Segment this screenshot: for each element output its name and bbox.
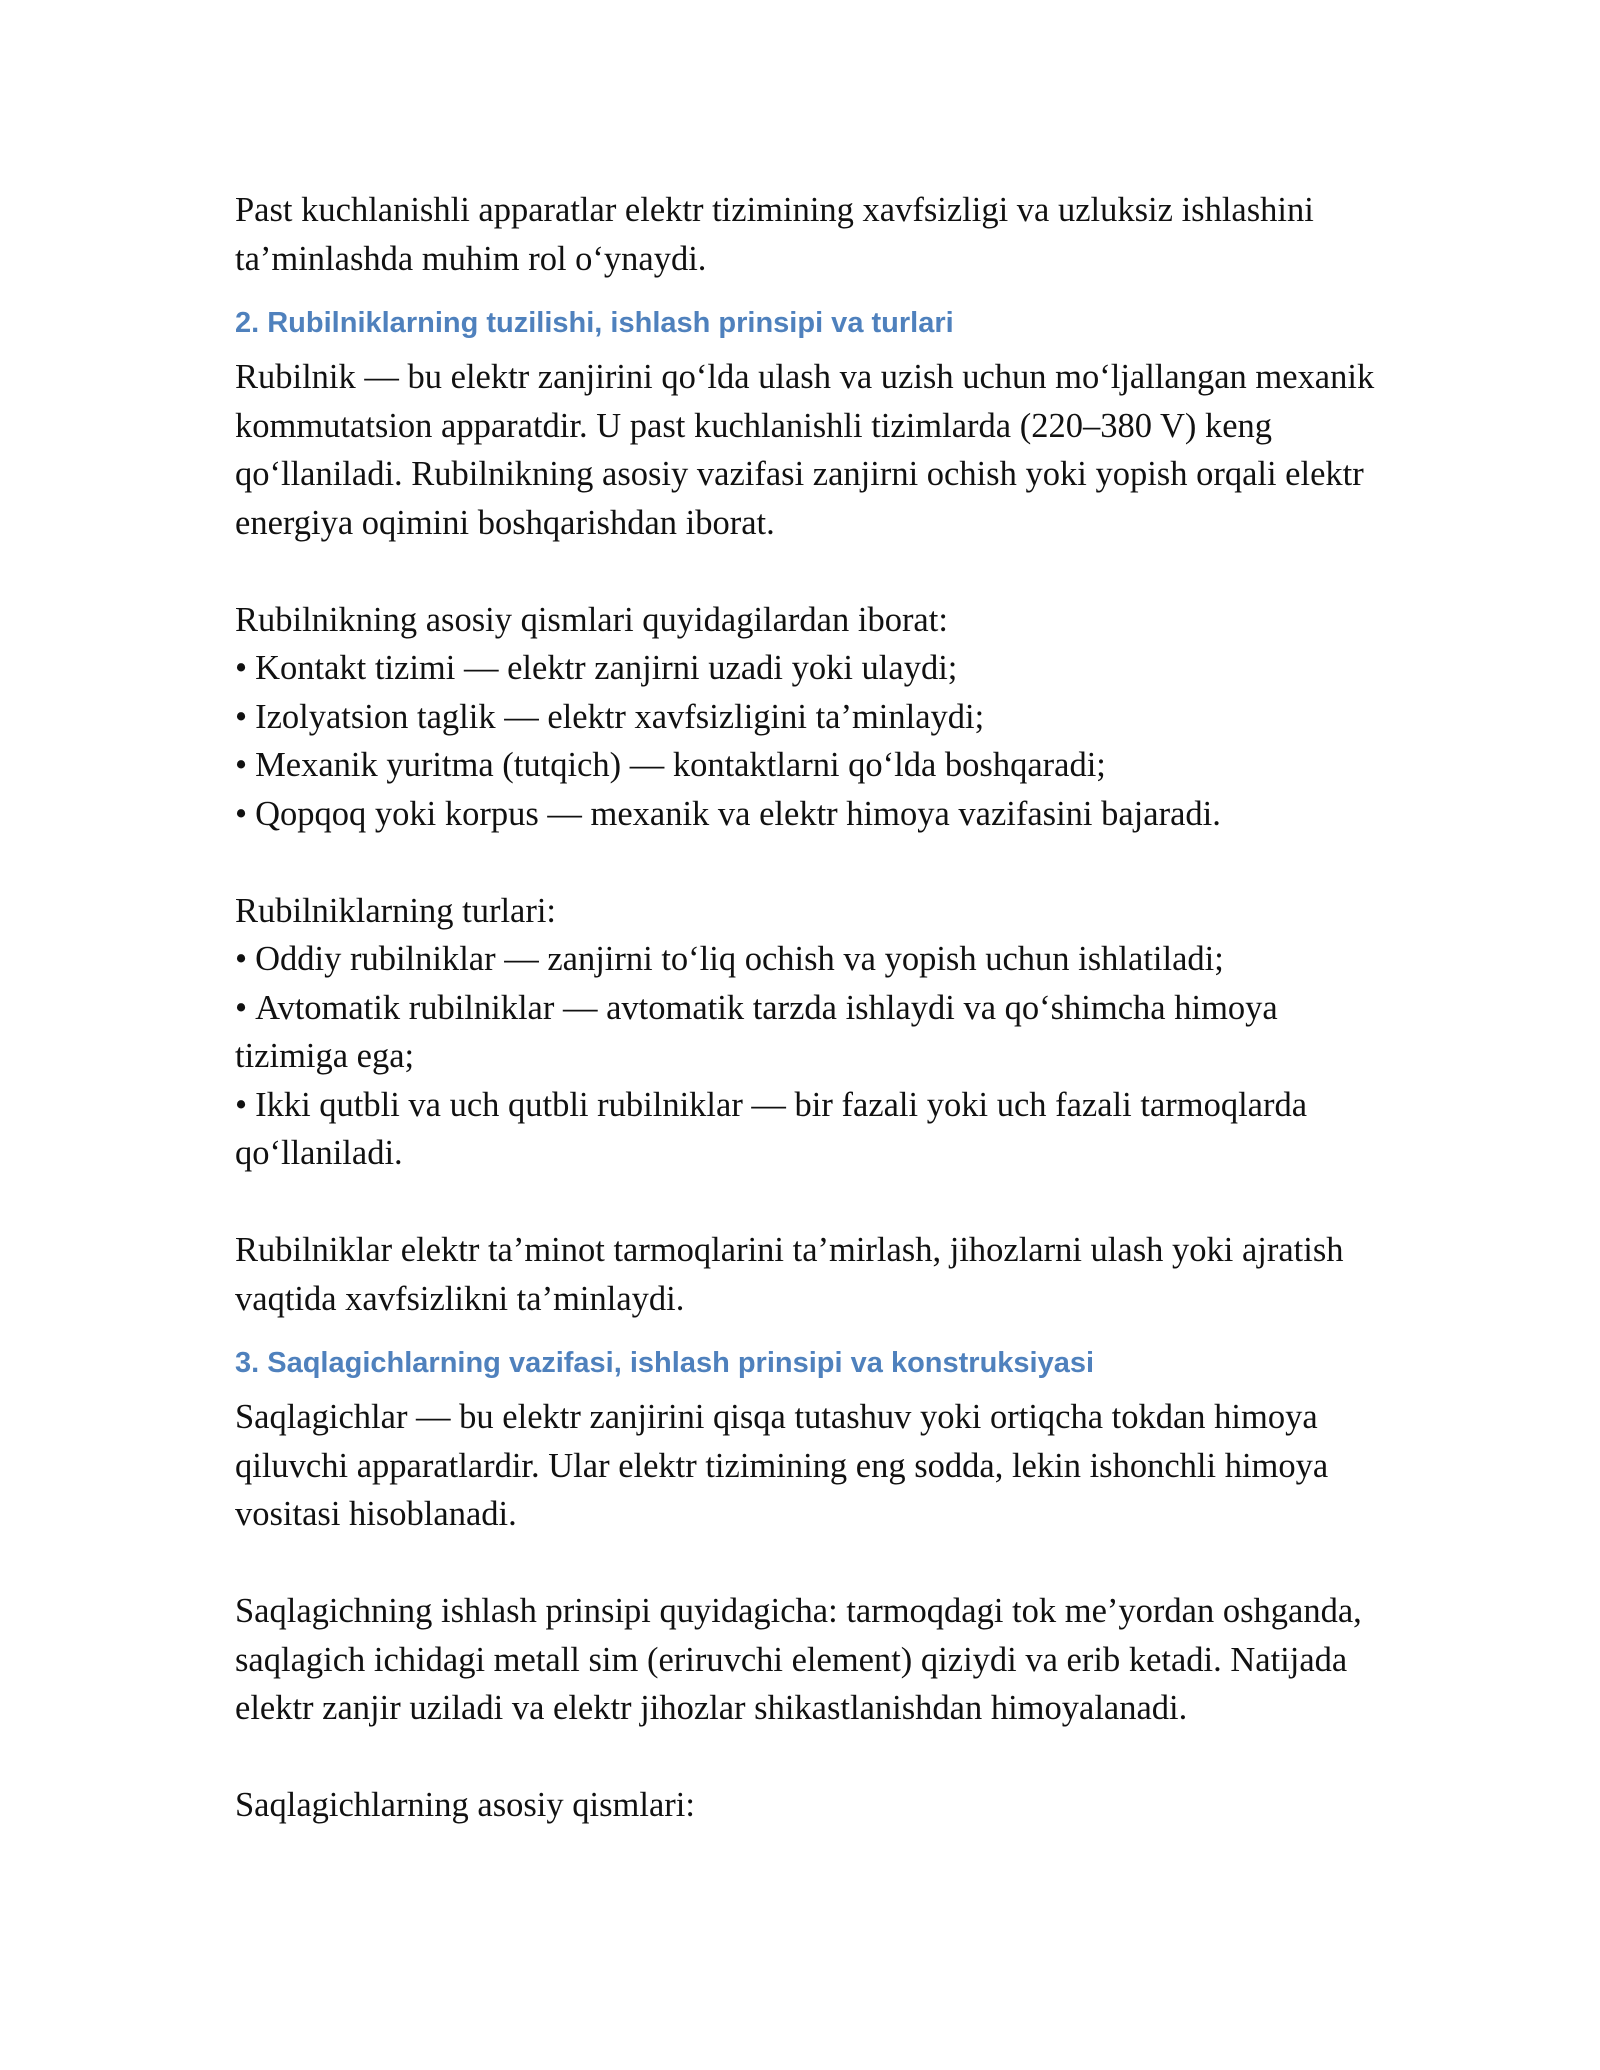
list-item-text: Ikki qutbli va uch qutbli rubilniklar — bir fazali yoki uch fazali tarmoqlarda qo‘llaniladi.	[235, 1085, 1308, 1172]
bullet-icon: •	[235, 746, 248, 784]
types-intro: Rubilniklarning turlari:	[235, 891, 556, 930]
parts-list	[235, 644, 1375, 838]
list-item-text: Kontakt tizimi — elektr zanjirni uzadi yoki ulaydi;	[255, 649, 958, 687]
section-2-paragraph: Rubilnik — bu elektr zanjirini qo‘lda ulash va uzish uchun mo‘ljallangan mexanik kommutatsion apparatdir. U past kuchlanishli tizimlarda (220–380 V) keng qo‘llaniladi. Rubilnikning asosiy vazifasi zanjirni ochish yoki yopish orqali elektr energiya oqimini boshqarishdan iborat.	[235, 358, 1375, 542]
section-2-closing: Rubilniklar elektr ta’minot tarmoqlarini ta’mirlash, jihozlarni ulash yoki ajratish vaqtida xavfsizlikni ta’minlaydi.	[235, 1231, 1344, 1318]
list-item	[235, 984, 1375, 1081]
intro-paragraph: Past kuchlanishli apparatlar elektr tizimining xavfsizligi va uzluksiz ishlashini ta’minlashda muhim rol o‘ynaydi.	[235, 191, 1314, 278]
list-item	[235, 693, 1375, 742]
section-2-heading: 2. Rubilniklarning tuzilishi, ishlash prinsipi va turlari	[235, 307, 954, 339]
paragraph-spacer	[235, 547, 1375, 596]
paragraph-spacer	[235, 1539, 1375, 1588]
list-item-text: Mexanik yuritma (tutqich) — kontaktlarni qo‘lda boshqaradi;	[255, 746, 1106, 784]
bullet-icon: •	[235, 649, 248, 687]
list-item	[235, 935, 1375, 984]
list-item-text: Oddiy rubilniklar — zanjirni to‘liq ochish va yopish uchun ishlatiladi;	[255, 940, 1224, 978]
bullet-icon: •	[235, 940, 248, 978]
section-3-paragraph-1: Saqlagichlar — bu elektr zanjirini qisqa tutashuv yoki ortiqcha tokdan himoya qiluvchi apparatlardir. Ular elektr tizimining eng sodda, lekin ishonchli himoya vositasi hisoblanadi.	[235, 1398, 1329, 1533]
section-3-heading: 3. Saqlagichlarning vazifasi, ishlash prinsipi va konstruksiyasi	[235, 1347, 1095, 1379]
bullet-icon: •	[235, 794, 248, 833]
paragraph-spacer	[235, 838, 1375, 887]
bullet-icon: •	[235, 988, 248, 1027]
list-item	[235, 790, 1375, 839]
paragraph-spacer	[235, 1178, 1375, 1227]
document-body	[235, 186, 1375, 1830]
list-item	[235, 644, 1375, 693]
parts-intro: Rubilnikning asosiy qismlari quyidagilardan iborat:	[235, 600, 948, 639]
bullet-icon: •	[235, 697, 248, 736]
list-item-text: Izolyatsion taglik — elektr xavfsizligini ta’minlaydi;	[255, 697, 985, 736]
types-list	[235, 935, 1375, 1178]
bullet-icon: •	[235, 1085, 248, 1124]
list-item-text: Avtomatik rubilniklar — avtomatik tarzda ishlaydi va qo‘shimcha himoya tizimiga ega;	[235, 988, 1278, 1075]
list-item	[235, 1081, 1375, 1178]
list-item-text: Qopqoq yoki korpus — mexanik va elektr himoya vazifasini bajaradi.	[255, 794, 1221, 833]
paragraph-spacer	[235, 1733, 1375, 1782]
section-3-parts-intro: Saqlagichlarning asosiy qismlari:	[235, 1786, 695, 1824]
section-3-paragraph-2: Saqlagichning ishlash prinsipi quyidagicha: tarmoqdagi tok me’yordan oshganda, saqlagich ichidagi metall sim (eriruvchi element) qiziydi va erib ketadi. Natijada elektr zanjir uziladi va elektr jihozlar shikastlanishdan himoyalanadi.	[235, 1592, 1362, 1727]
list-item	[235, 741, 1375, 790]
